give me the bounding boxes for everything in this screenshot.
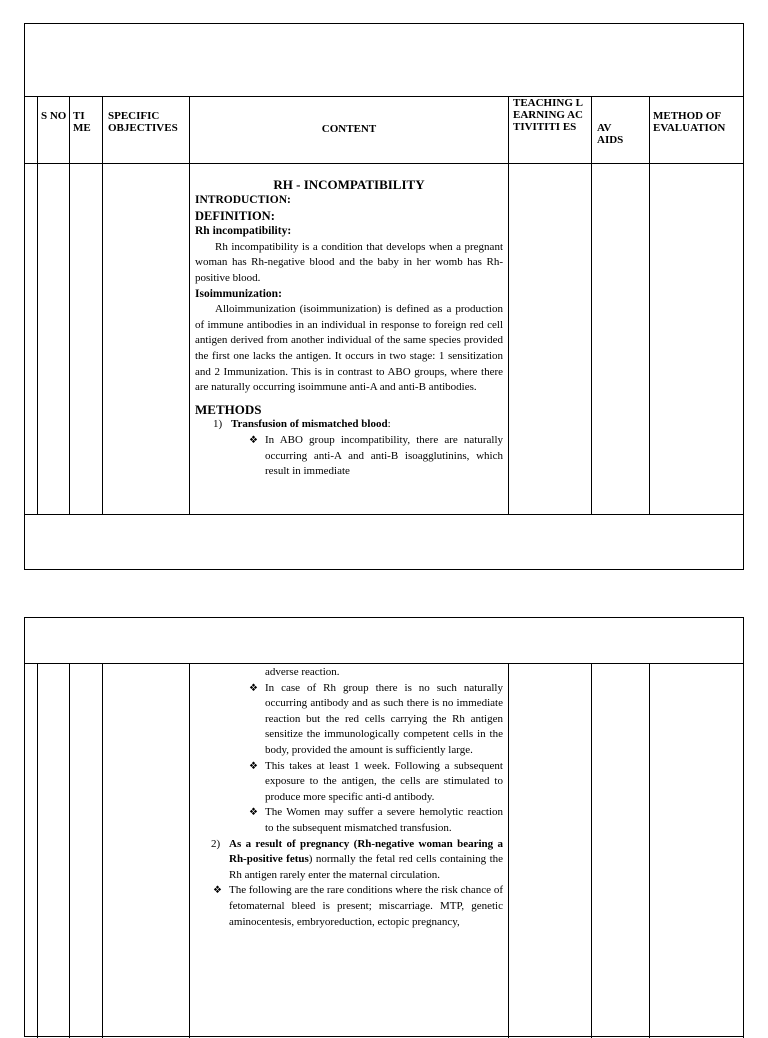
column-divider bbox=[69, 663, 70, 1038]
column-divider bbox=[37, 96, 38, 514]
header-time: TI ME bbox=[73, 110, 91, 134]
table-top-border bbox=[25, 96, 743, 97]
column-divider bbox=[189, 663, 190, 1038]
method-item-1: 1) Transfusion of mismatched blood: bbox=[195, 417, 503, 433]
method-2-title: As a result of pregnancy (Rh-negative woman bearing a Rh-positive fetus bbox=[229, 837, 503, 866]
column-divider bbox=[102, 663, 103, 1038]
section-title: RH - INCOMPATIBILITY bbox=[273, 177, 425, 192]
isoimmunization-text: Alloimmunization (isoimmunization) is defined as a production of immune antibodies in an individual in response to foreign red cell antigen derived from another individual of the same species provided the first one lacks the antigen. It occurs in two stage: 1 sensitization and 2 Immunization. This is in contrast to ABO groups, where there are naturally occurring isoimmune anti-A and anti-B antibodies. bbox=[195, 303, 503, 394]
bullet-icon: ❖ bbox=[249, 760, 258, 772]
header-content: CONTENT bbox=[321, 123, 377, 135]
methods-heading: METHODS bbox=[195, 401, 262, 417]
header-method-of-evaluation: METHOD OF EVALUATION bbox=[653, 110, 726, 134]
bullet-icon: ❖ bbox=[249, 807, 258, 819]
method-1-title: Transfusion of mismatched blood bbox=[231, 418, 388, 431]
bullet-icon: ❖ bbox=[249, 434, 258, 446]
bullet-item bbox=[249, 433, 503, 480]
column-divider bbox=[37, 663, 38, 1038]
content-cell bbox=[195, 177, 503, 480]
bullet-text: In case of Rh group there is no such naturally occurring antibody and as such there is no immediate reaction but the red cells carrying the Rh antigen sensitize the immunologically competent cells in the body, provided the amount is sufficiently large. bbox=[265, 681, 503, 756]
bullet-text: The Women may suffer a severe hemolytic reaction to the subsequent mismatched transfusion. bbox=[265, 806, 503, 834]
bullet-text: This takes at least 1 week. Following a subsequent exposure to the antigen, the cells are stimulated to produce more specific anti-d antibody. bbox=[265, 759, 503, 803]
bullet-text: The following are the rare conditions where the risk chance of fetomaternal bleed is present; miscarriage. MTP, genetic aminocentesis, embryoreduction, ectopic pregnancy, bbox=[229, 884, 503, 928]
column-divider bbox=[508, 96, 509, 514]
method-number: 2) bbox=[211, 837, 221, 850]
rh-incompatibility-text: Rh incompatibility is a condition that develops when a pregnant woman has Rh-negative blood and the baby in her womb has Rh-positive blood. bbox=[195, 240, 503, 284]
column-divider bbox=[189, 96, 190, 514]
table-top-border bbox=[25, 663, 743, 664]
header-specific-objectives: SPECIFIC OBJECTIVES bbox=[108, 110, 178, 134]
document-page-1 bbox=[24, 23, 744, 570]
method-item-2: 2) As a result of pregnancy (Rh-negative woman bearing a Rh-positive fetus) normally the fetal red cells containing the Rh antigen rarely enter the maternal circulation. bbox=[211, 837, 504, 881]
header-teaching-learning: TEACHING LEARNING ACTIVITITI ES bbox=[513, 97, 583, 133]
bullet-item bbox=[213, 883, 503, 930]
column-divider bbox=[102, 96, 103, 514]
rh-incompatibility-heading: Rh incompatibility: bbox=[195, 225, 292, 238]
header-av-aids: AV AIDS bbox=[597, 122, 624, 146]
bullet-item bbox=[249, 805, 503, 836]
table-bottom-border bbox=[25, 514, 743, 515]
document-page-2 bbox=[24, 617, 744, 1037]
column-divider bbox=[649, 663, 650, 1038]
header-row-border bbox=[25, 163, 743, 164]
method-number: 1) bbox=[213, 418, 223, 431]
column-divider bbox=[591, 663, 592, 1038]
continued-text: adverse reaction. bbox=[265, 666, 340, 678]
column-divider bbox=[69, 96, 70, 514]
bullet-item bbox=[249, 681, 503, 759]
column-divider bbox=[508, 663, 509, 1038]
bullet-icon: ❖ bbox=[249, 682, 258, 694]
content-cell bbox=[195, 665, 503, 930]
header-sno: S NO bbox=[41, 110, 67, 122]
column-divider bbox=[743, 663, 744, 1038]
introduction-heading: INTRODUCTION: bbox=[195, 194, 291, 206]
bullet-item bbox=[249, 759, 503, 806]
column-divider bbox=[649, 96, 650, 514]
definition-heading: DEFINITION: bbox=[195, 208, 275, 223]
column-divider bbox=[743, 96, 744, 514]
column-divider bbox=[591, 96, 592, 514]
bullet-icon: ❖ bbox=[213, 885, 222, 897]
bullet-text: In ABO group incompatibility, there are naturally occurring anti-A and anti-B isoagglutinins, which result in immediate bbox=[265, 433, 503, 478]
isoimmunization-heading: Isoimmunization: bbox=[195, 287, 282, 300]
